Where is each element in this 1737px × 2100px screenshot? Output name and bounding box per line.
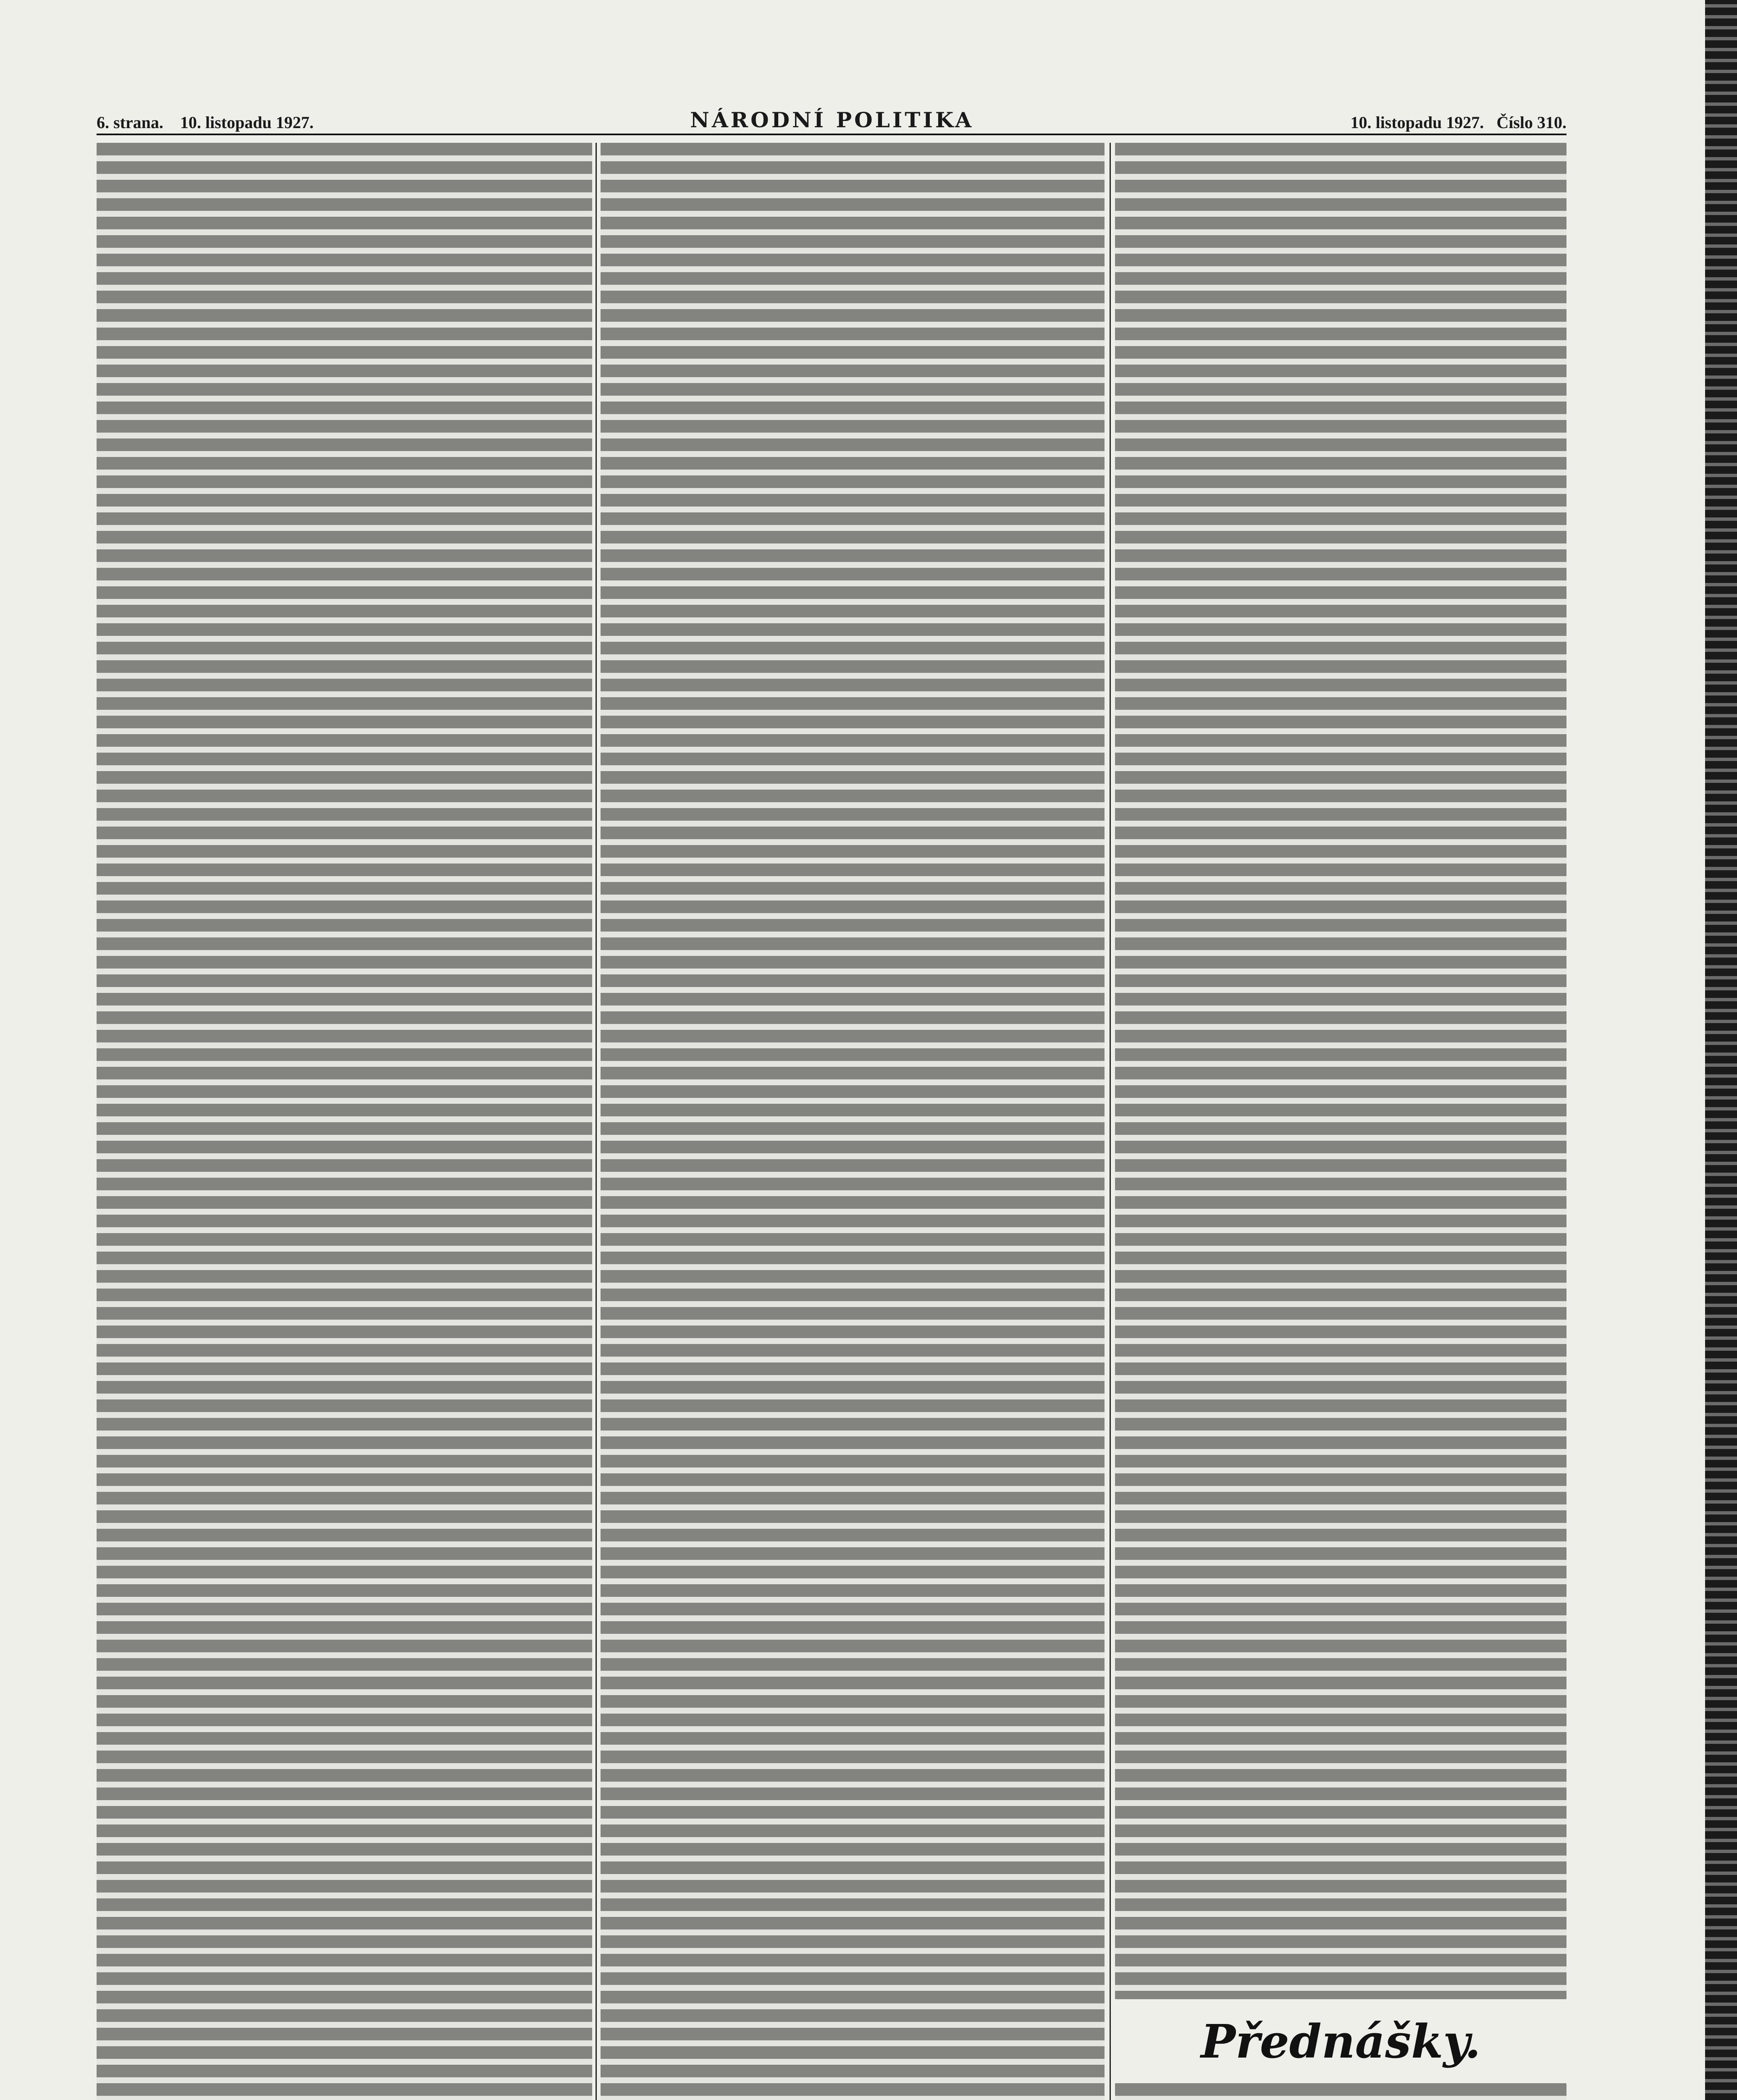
section-heading-lectures: Přednášky. bbox=[1115, 2012, 1566, 2071]
header-left bbox=[97, 113, 314, 132]
text-column-1 bbox=[97, 143, 592, 2100]
column-divider bbox=[1110, 143, 1111, 2100]
page-header bbox=[97, 103, 1566, 132]
page-label: 6. strana. bbox=[97, 113, 163, 132]
text-column-3 bbox=[1115, 143, 1566, 1999]
header-rule bbox=[97, 134, 1566, 135]
header-date-left: 10. listopadu 1927. bbox=[180, 113, 314, 132]
text-column-2 bbox=[601, 143, 1105, 2100]
masthead: NÁRODNÍ POLITIKA bbox=[690, 108, 974, 132]
header-date-right: 10. listopadu 1927. bbox=[1350, 113, 1484, 132]
header-right bbox=[1350, 113, 1566, 132]
column-divider bbox=[596, 143, 597, 2100]
text-column-3-lectures bbox=[1115, 2083, 1566, 2100]
scan-edge-strip bbox=[1705, 0, 1737, 2100]
issue-label: Číslo 310. bbox=[1496, 113, 1566, 132]
